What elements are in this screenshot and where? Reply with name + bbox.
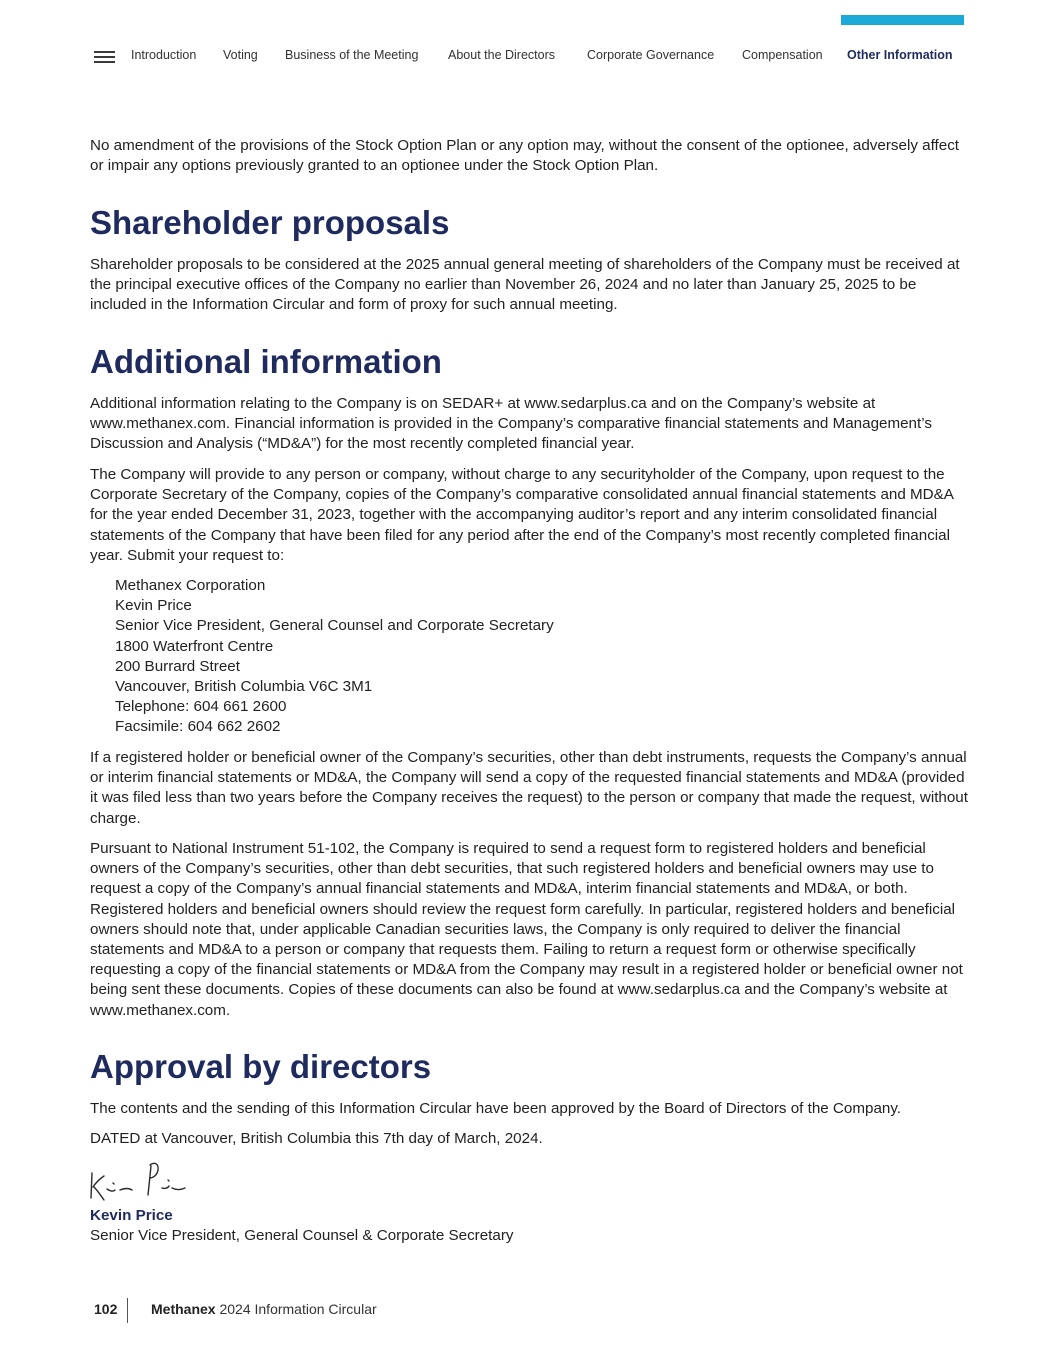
heading-approval-by-directors: Approval by directors — [90, 1048, 432, 1085]
intro-paragraph: No amendment of the provisions of the Stock Option Plan or any option may, without the consent of the optionee, adversely affect or impair any options previously granted to an optionee under the Stock Option Plan. — [90, 137, 960, 175]
handwritten-signature — [88, 1160, 192, 1204]
page-number: 102 — [94, 1301, 118, 1317]
address-line-2: 200 Burrard Street — [115, 657, 240, 675]
request-address-block — [115, 576, 995, 738]
nav-about-the-directors[interactable]: About the Directors — [448, 48, 555, 62]
approval-paragraph: The contents and the sending of this Information Circular have been approved by the Board of Directors of the Company. — [90, 1100, 902, 1117]
nav-other-information[interactable]: Other Information — [847, 48, 953, 62]
nav-business-of-the-meeting[interactable]: Business of the Meeting — [285, 48, 419, 62]
nav-introduction[interactable]: Introduction — [131, 48, 197, 62]
address-facsimile: Facsimile: 604 662 2602 — [115, 718, 281, 736]
additional-info-paragraph-4: Pursuant to National Instrument 51-102, the Company is required to send a request form to registered holders and beneficial owners of the Company’s securities, other than debt securities, that such registered holders and beneficial owners may use to request a copy of the Company’s annual financial statements and MD&A, interim financial statements and MD&A, or both. Registered holders and beneficial owners should review the request form carefully. In particular, registered holders and beneficial owners should note that, under applicable Canadian securities laws, the Company is only required to deliver the financial statements and MD&A to a person or company that requests them. Failing to return a request form or otherwise specifically requesting a copy of the financial statements or MD&A from the Company may result in a registered holder or beneficial owner not being sent these documents. Copies of these documents can also be found at www.sedarplus.ca and the Company’s website at www.methanex.com. — [90, 840, 963, 1019]
nav-corporate-governance[interactable]: Corporate Governance — [587, 48, 715, 62]
additional-info-paragraph-1: Additional information relating to the Company is on SEDAR+ at www.sedarplus.ca and on the Company’s website at www.methanex.com. Financial information is provided in the Company’s comparative financial statements and Management’s Discussion and Analysis (“MD&A”) for the most recently completed financial year. — [90, 395, 932, 453]
publication-title — [151, 1301, 377, 1317]
dated-paragraph: DATED at Vancouver, British Columbia this 7th day of March, 2024. — [90, 1130, 543, 1147]
additional-info-paragraph-2: The Company will provide to any person or company, without charge to any securityholder of the Company, upon request to the Corporate Secretary of the Company, copies of the Company’s comparative consolidated annual financial statements and MD&A for the year ended December 31, 2023, together with the accompanying auditor’s report and any interim consolidated financial statements of the Company that have been filed for any period after the end of the Company’s most recently completed financial year. Submit your request to: — [90, 466, 954, 564]
address-line-1: 1800 Waterfront Centre — [115, 637, 274, 655]
address-city: Vancouver, British Columbia V6C 3M1 — [115, 678, 373, 696]
footer-divider — [127, 1298, 128, 1323]
address-company: Methanex Corporation — [115, 577, 266, 594]
signatory-title: Senior Vice President, General Counsel & Corporate Secretary — [90, 1227, 514, 1244]
heading-shareholder-proposals: Shareholder proposals — [90, 204, 450, 241]
address-contact-name: Kevin Price — [115, 597, 192, 615]
header-accent-bar — [841, 15, 964, 25]
publication-company: Methanex — [151, 1301, 216, 1317]
section-nav — [92, 46, 972, 66]
address-telephone: Telephone: 604 661 2600 — [115, 698, 287, 716]
signatory-name: Kevin Price — [90, 1207, 173, 1224]
hamburger-menu-icon[interactable] — [94, 51, 116, 64]
nav-voting[interactable]: Voting — [223, 48, 258, 62]
address-contact-title: Senior Vice President, General Counsel and Corporate Secretary — [115, 617, 554, 635]
nav-compensation[interactable]: Compensation — [742, 48, 823, 62]
additional-info-paragraph-3: If a registered holder or beneficial owner of the Company’s securities, other than debt instruments, requests the Company’s annual or interim financial statements or MD&A, the Company will send a copy of the requested financial statements and MD&A (provided it was filed less than two years before the Company receives the request) to the person or company that made the request, without charge. — [90, 749, 968, 827]
shareholder-proposals-paragraph: Shareholder proposals to be considered at the 2025 annual general meeting of shareholders of the Company must be received at the principal executive offices of the Company no earlier than November 26, 2024 and no later than January 25, 2025 to be included in the Information Circular and form of proxy for such annual meeting. — [90, 256, 960, 314]
heading-additional-information: Additional information — [90, 343, 442, 380]
publication-document: 2024 Information Circular — [219, 1301, 377, 1317]
